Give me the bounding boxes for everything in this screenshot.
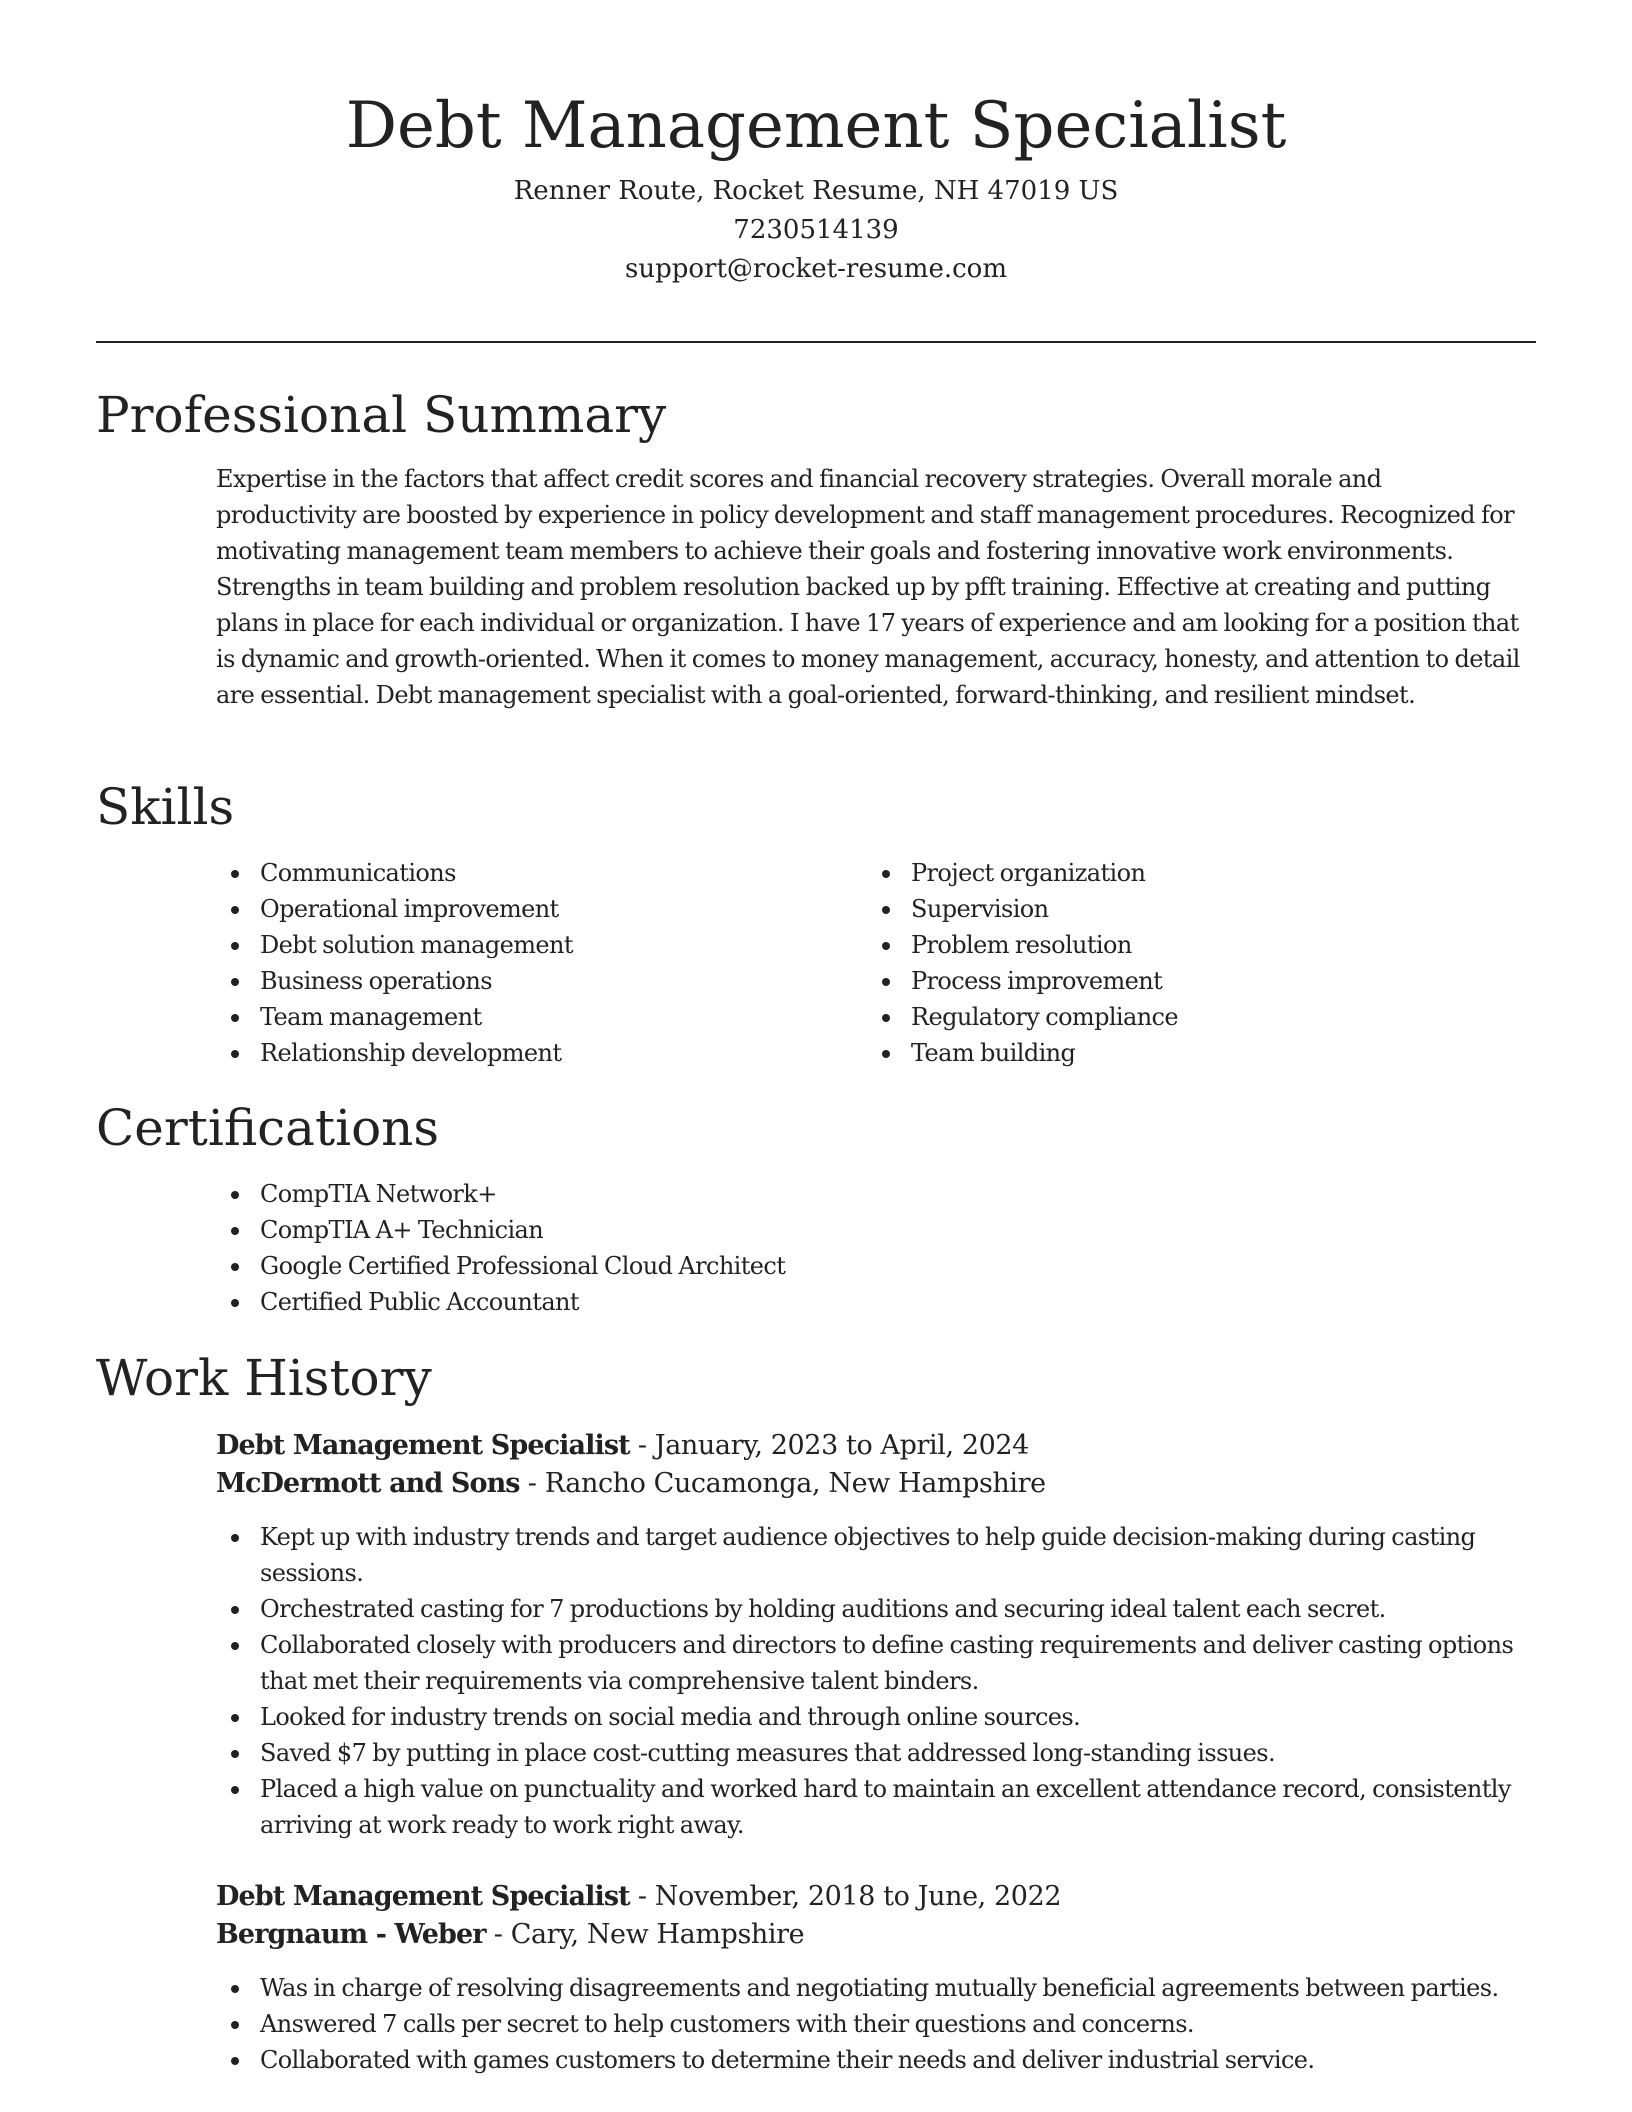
job-dates: November, 2018 to June, 2022: [654, 1881, 1062, 1912]
section-title-skills: Skills: [96, 778, 235, 836]
skill-item: Regulatory compliance: [867, 999, 1467, 1035]
job-bullets: [216, 1519, 1536, 1843]
skills-list-left: [216, 855, 816, 1071]
job-bullet: Placed a high value on punctuality and worked hard to maintain an excellent attendance record, consistently arriving at work ready to work right away.: [216, 1771, 1536, 1843]
certifications-list: [216, 1176, 1516, 1320]
certification-item: CompTIA A+ Technician: [216, 1212, 1516, 1248]
job-company: McDermott and Sons: [216, 1468, 520, 1499]
job-title: Debt Management Specialist: [216, 1881, 630, 1912]
job-bullets: [216, 1970, 1536, 2078]
job-bullet: Saved $7 by putting in place cost-cutting measures that addressed long-standing issues.: [216, 1735, 1536, 1771]
header-divider: [96, 341, 1536, 343]
job-bullet: Answered 7 calls per secret to help customers with their questions and concerns.: [216, 2006, 1536, 2042]
skill-item: Communications: [216, 855, 816, 891]
skill-item: Process improvement: [867, 963, 1467, 999]
certification-item: Google Certified Professional Cloud Architect: [216, 1248, 1516, 1284]
job-title-line: Debt Management Specialist - January, 2023 to April, 2024: [216, 1430, 1029, 1461]
candidate-name: Debt Management Specialist: [345, 89, 1287, 163]
certification-item: CompTIA Network+: [216, 1176, 1516, 1212]
summary-paragraph: Expertise in the factors that affect credit scores and financial recovery strategies. Overall morale and productivity are boosted by experience in policy development and staff management procedures. Recognized for motivating management team members to achieve their goals and fostering innovative work environments. Strengths in team building and problem resolution backed up by pfft training. Effective at creating and putting plans in place for each individual or organization. I have 17 years of experience and am looking for a position that is dynamic and growth-oriented. When it comes to money management, accuracy, honesty, and attention to detail are essential. Debt management specialist with a goal-oriented, forward-thinking, and resilient mindset.: [216, 465, 1520, 709]
job-title-line: Debt Management Specialist - November, 2018 to June, 2022: [216, 1881, 1062, 1912]
skill-item: Operational improvement: [216, 891, 816, 927]
skill-item: Problem resolution: [867, 927, 1467, 963]
work-entry: [216, 1878, 1536, 2078]
contact-address: Renner Route, Rocket Resume, NH 47019 US: [513, 176, 1119, 206]
job-bullet: Orchestrated casting for 7 productions by holding auditions and securing ideal talent each secret.: [216, 1591, 1536, 1627]
job-dates: January, 2023 to April, 2024: [654, 1430, 1029, 1461]
skill-item: Business operations: [216, 963, 816, 999]
skill-item: Project organization: [867, 855, 1467, 891]
skill-item: Supervision: [867, 891, 1467, 927]
job-title: Debt Management Specialist: [216, 1430, 630, 1461]
skills-list-right: [867, 855, 1467, 1071]
job-bullet: Collaborated closely with producers and directors to define casting requirements and deliver casting options that met their requirements via comprehensive talent binders.: [216, 1627, 1536, 1699]
resume-header: [96, 80, 1536, 289]
work-entry: [216, 1427, 1536, 1843]
certification-item: Certified Public Accountant: [216, 1284, 1516, 1320]
section-title-work-history: Work History: [96, 1349, 432, 1407]
contact-phone: 7230514139: [733, 215, 899, 245]
section-title-certifications: Certifications: [96, 1099, 440, 1157]
job-bullet: Was in charge of resolving disagreements and negotiating mutually beneficial agreements between parties.: [216, 1970, 1536, 2006]
job-company-line: McDermott and Sons - Rancho Cucamonga, New Hampshire: [216, 1468, 1046, 1499]
job-bullet: Looked for industry trends on social media and through online sources.: [216, 1699, 1536, 1735]
contact-email: support@rocket-resume.com: [624, 254, 1007, 284]
job-bullet: Collaborated with games customers to determine their needs and deliver industrial service.: [216, 2042, 1536, 2078]
job-company-line: Bergnaum - Weber - Cary, New Hampshire: [216, 1919, 805, 1950]
section-title-summary: Professional Summary: [96, 386, 667, 444]
skill-item: Team building: [867, 1035, 1467, 1071]
job-bullet: Kept up with industry trends and target audience objectives to help guide decision-making during casting sessions.: [216, 1519, 1536, 1591]
skill-item: Relationship development: [216, 1035, 816, 1071]
job-company: Bergnaum - Weber: [216, 1919, 486, 1950]
skill-item: Debt solution management: [216, 927, 816, 963]
skill-item: Team management: [216, 999, 816, 1035]
job-location: Cary, New Hampshire: [510, 1919, 805, 1950]
job-location: Rancho Cucamonga, New Hampshire: [544, 1468, 1046, 1499]
